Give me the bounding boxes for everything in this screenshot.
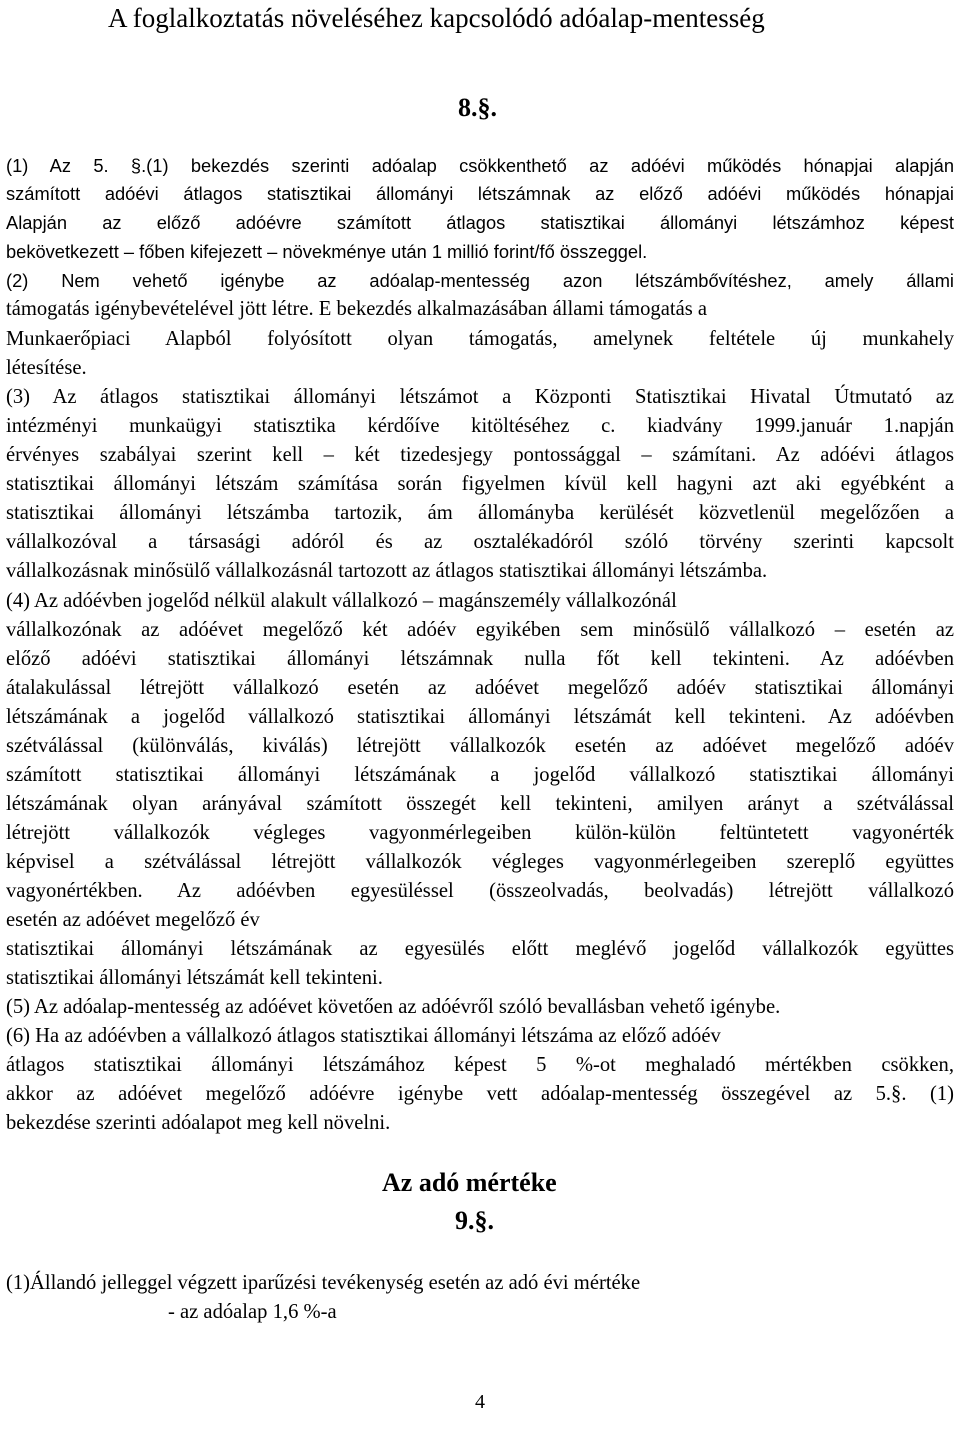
paragraph-line: (5) Az adóalap-mentesség az adóévet követően az adóévről szóló bevallásban vehető igénybe. [6,996,781,1018]
document-title: A foglalkoztatás növeléséhez kapcsolódó adóalap-mentesség [108,3,765,33]
paragraph-line: számított adóévi átlagos statisztikai állományi létszámnak az előző adóévi működés hónapjai [6,183,954,204]
paragraph-line: bekövetkezett – főben kifejezett – növekménye után 1 millió forint/fő összeggel. [6,241,648,262]
paragraph-line: támogatás igénybevételével jött létre. E bekezdés alkalmazásában állami támogatás a [6,298,708,320]
paragraph-line: - az adóalap 1,6 %-a [168,1301,337,1323]
section-9-title: Az adó mértéke [382,1168,557,1197]
paragraph-line: (3) Az átlagos statisztikai állományi létszámot a Központi Statisztikai Hivatal Útmutató az [6,386,954,408]
paragraph-line: átalakulással létrejött vállalkozó esetén az adóévet megelőző adóév statisztikai állományi [6,677,954,699]
paragraph-line: akkor az adóévet megelőző adóévre igénybe vett adóalap-mentesség összegével az 5.§. (1) [6,1083,954,1105]
paragraph-line: számított statisztikai állományi létszámának a jogelőd vállalkozó statisztikai állományi [6,764,954,786]
section-8-number: 8.§. [458,93,497,122]
paragraph-line: Alapján az előző adóévre számított átlagos statisztikai állományi létszámhoz képest [6,212,954,233]
paragraph-line: átlagos statisztikai állományi létszámához képest 5 %-ot meghaladó mértékben csökken, [6,1054,954,1076]
paragraph-line: szétválással (különválás, kiválás) létrejött vállalkozók esetén az adóévet megelőző adóév [6,735,954,757]
paragraph-line: Munkaerőpiaci Alapból folyósított olyan támogatás, amelynek feltétele új munkahely [6,328,954,350]
paragraph-line: statisztikai állományi létszámba tartozik, ám állományba kerülését közvetlenül megelőzően a [6,502,954,524]
paragraph-line: vagyonértékben. Az adóévben egyesüléssel (összeolvadás, beolvadás) létrejött vállalkozó [6,880,954,902]
paragraph-line: statisztikai állományi létszám számítása során figyelmen kívül kell hagyni azt aki egyébként a [6,473,954,495]
paragraph-line: vállalkozónak az adóévet megelőző két adóév egyikében sem minősülő vállalkozó – esetén az [6,619,954,641]
paragraph-line: vállalkozásnak minősülő vállalkozásnál tartozott az átlagos statisztikai állományi létszámba. [6,560,768,582]
page-number: 4 [475,1391,485,1413]
paragraph-line: (2) Nem vehető igénybe az adóalap-mentesség azon létszámbővítéshez, amely állami [6,270,954,291]
paragraph-line: bekezdése szerinti adóalapot meg kell növelni. [6,1112,391,1134]
paragraph-line: (1)Állandó jelleggel végzett iparűzési tevékenység esetén az adó évi mértéke [6,1272,641,1294]
paragraph-line: képvisel a szétválással létrejött vállalkozók végleges vagyonmérlegeiben szereplő együttes [6,851,954,873]
paragraph-line: intézményi munkaügyi statisztika kérdőíve kitöltéséhez c. kiadvány 1999.január 1.napján [6,415,954,437]
paragraph-line: (4) Az adóévben jogelőd nélkül alakult vállalkozó – magánszemély vállalkozónál [6,590,677,612]
paragraph-line: statisztikai állományi létszámát kell tekinteni. [6,967,383,989]
paragraph-line: vállalkozóval a társasági adóról és az osztalékadóról szóló törvény szerinti kapcsolt [6,531,954,553]
paragraph-line: létrejött vállalkozók végleges vagyonmérlegeiben külön-külön feltüntetett vagyonérték [6,822,954,844]
paragraph-line: létesítése. [6,357,87,379]
paragraph-line: (6) Ha az adóévben a vállalkozó átlagos statisztikai állományi létszáma az előző adóév [6,1025,721,1047]
paragraph-line: statisztikai állományi létszámának az egyesülés előtt meglévő jogelőd vállalkozók együttes [6,938,954,960]
paragraph-line: esetén az adóévet megelőző év [6,909,260,931]
paragraph-line: előző adóévi statisztikai állományi létszámnak nulla főt kell tekinteni. Az adóévben [6,648,954,670]
section-9-number: 9.§. [455,1206,494,1235]
paragraph-line: (1) Az 5. §.(1) bekezdés szerinti adóalap csökkenthető az adóévi működés hónapjai alapján [6,155,954,176]
paragraph-line: létszámának olyan arányával számított összegét kell tekinteni, amilyen arányt a szétválással [6,793,954,815]
paragraph-line: érvényes szabályai szerint kell – két tizedesjegy pontossággal – számítani. Az adóévi átlagos [6,444,954,466]
paragraph-line: létszámának a jogelőd vállalkozó statisztikai állományi létszámát kell tekinteni. Az adóévben [6,706,954,728]
